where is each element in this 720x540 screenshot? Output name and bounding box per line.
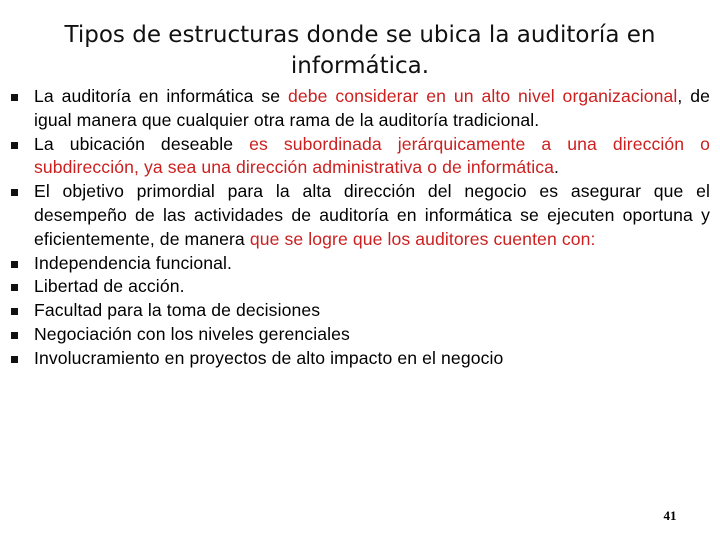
- bullet-text: El objetivo primordial para la alta dirección del negocio es asegurar que el desempeño de las actividades de auditoría en informática se ejecuten oportuna y eficientemente, de manera: [34, 181, 710, 249]
- bullet-text: Facultad para la toma de decisiones: [34, 300, 321, 321]
- bullet-text: , de igual manera que cualquier otra rama de la auditoría tradicional.: [34, 86, 711, 130]
- bullet-text: Independencia funcional.: [34, 252, 233, 273]
- bullet-text: La auditoría en informática se: [34, 86, 288, 106]
- bullet-highlight: debe considerar en un alto nivel organizacional: [287, 86, 678, 106]
- square-bullet-icon: [11, 94, 18, 101]
- square-bullet-icon: [11, 261, 18, 268]
- bullet-item: [10, 347, 710, 371]
- bullet-item: [10, 133, 710, 181]
- bullet-highlight: que se logre que los auditores cuenten con:: [249, 228, 596, 249]
- page-number: 41: [663, 508, 677, 523]
- square-bullet-icon: [11, 142, 18, 149]
- bullet-highlight: es subordinada jerárquicamente a una dirección o subdirección, ya sea una dirección administrativa o de informática: [34, 133, 710, 178]
- bullet-item: [10, 85, 710, 133]
- bullet-item: [10, 252, 710, 276]
- square-bullet-icon: [11, 189, 18, 196]
- bullet-list: [10, 85, 710, 371]
- bullet-item: [10, 275, 710, 299]
- bullet-item: [10, 323, 710, 347]
- slide-title: Tipos de estructuras donde se ubica la auditoría en informática.: [64, 22, 656, 79]
- bullet-text: Involucramiento en proyectos de alto impacto en el negocio: [34, 347, 504, 368]
- bullet-text: La ubicación deseable: [34, 133, 250, 154]
- bullet-item: [10, 180, 710, 251]
- square-bullet-icon: [11, 332, 18, 339]
- square-bullet-icon: [11, 308, 18, 315]
- bullet-item: [10, 299, 710, 323]
- square-bullet-icon: [11, 356, 18, 363]
- bullet-text: Libertad de acción.: [34, 276, 185, 297]
- bullet-text: .: [554, 157, 560, 178]
- bullet-text: Negociación con los niveles gerenciales: [34, 323, 350, 344]
- square-bullet-icon: [11, 284, 18, 291]
